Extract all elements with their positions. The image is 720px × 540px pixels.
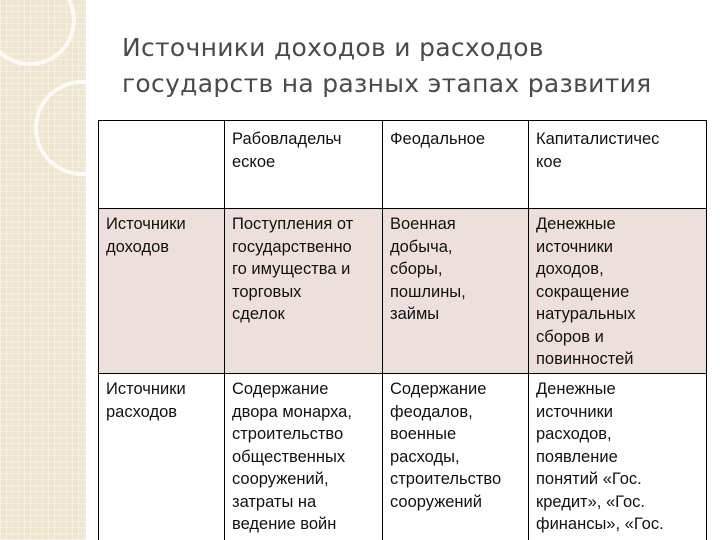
title-line-2: государств на разных этапах развития bbox=[122, 69, 652, 98]
title-line-1: Источники доходов и расходов bbox=[122, 33, 544, 62]
header-capitalist bbox=[529, 121, 707, 209]
cell-income-capitalist bbox=[529, 209, 707, 374]
cell-expense-slave bbox=[225, 374, 383, 540]
table-header-row bbox=[99, 121, 707, 209]
row-label: Источники доходов bbox=[106, 215, 186, 256]
row-label-expense bbox=[99, 374, 225, 540]
header-label: Капиталистичес кое bbox=[536, 130, 660, 171]
cell-text: Содержание двора монарха, строительство общественных сооружений, затраты на ведение войн bbox=[232, 380, 352, 533]
circle-ornament-icon bbox=[0, 0, 86, 540]
cell-text: Денежные источники расходов, появление понятий «Гос. кредит», «Гос. финансы», «Гос. bbox=[536, 380, 664, 533]
cell-text: Военная добыча, сборы, пошлины, займы bbox=[390, 215, 466, 323]
page-title bbox=[122, 30, 702, 102]
cell-income-slave bbox=[225, 209, 383, 374]
row-label: Источники расходов bbox=[106, 380, 186, 421]
cell-text: Денежные источники доходов, сокращение натуральных сборов и повинностей bbox=[536, 215, 636, 368]
cell-income-feudal bbox=[383, 209, 529, 374]
cell-text: Поступления от государственно го имущества и торговых сделок bbox=[232, 215, 354, 323]
cell-text: Содержание феодалов, военные расходы, строительство сооружений bbox=[390, 380, 502, 511]
income-expense-table bbox=[98, 120, 707, 540]
header-slave-owning bbox=[225, 121, 383, 209]
header-feudal bbox=[383, 121, 529, 209]
cell-expense-capitalist bbox=[529, 374, 707, 540]
table-row-income bbox=[99, 209, 707, 374]
header-label: Феодальное bbox=[390, 130, 486, 148]
decorative-side-band bbox=[0, 0, 86, 540]
table-row-expense bbox=[99, 374, 707, 540]
header-corner-cell bbox=[99, 121, 225, 209]
cell-expense-feudal bbox=[383, 374, 529, 540]
row-label-income bbox=[99, 209, 225, 374]
header-label: Рабовладельч еское bbox=[232, 130, 342, 171]
